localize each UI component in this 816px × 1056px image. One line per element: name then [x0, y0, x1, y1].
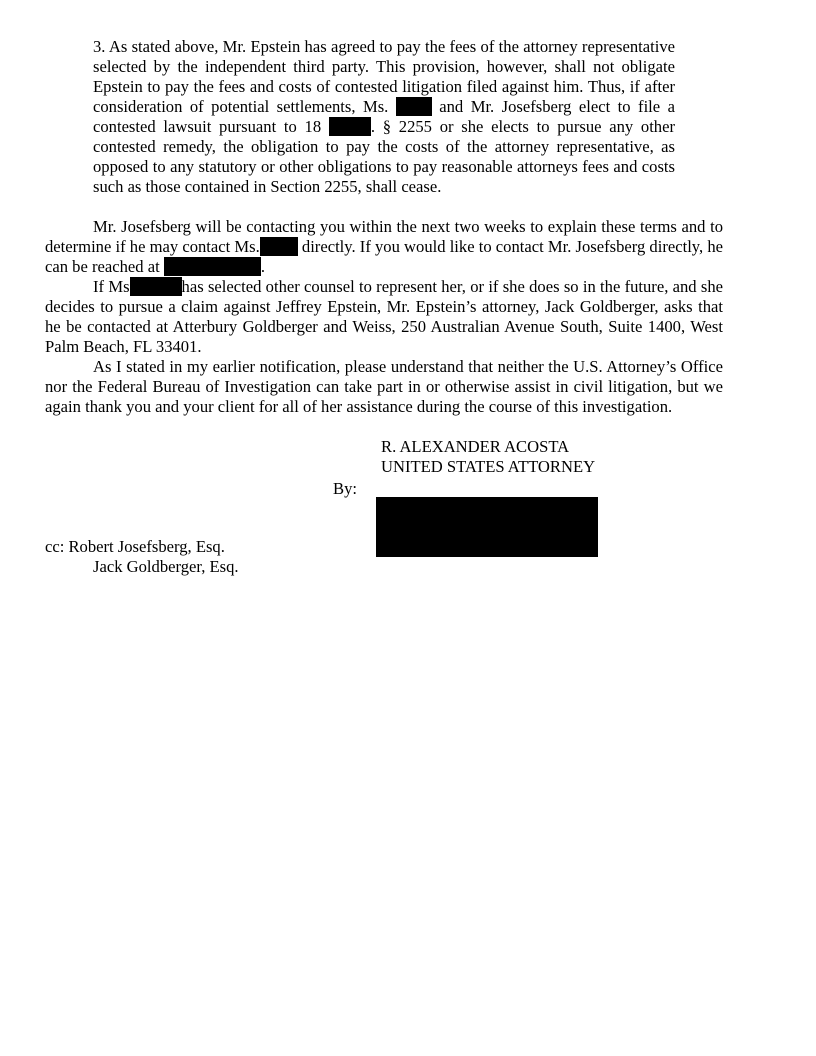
paragraph-3-text-a: 3. As stated above, Mr. Epstein has agreed to pay the fees of the attorney representative selected by the independent third party. This provision, however, shall not obligate Epstein to pay the fees and costs of contested litigation filed against him. Thus, if after consideration of potential settlements, Ms.	[93, 37, 675, 116]
signature-title: UNITED STATES ATTORNEY	[381, 457, 596, 476]
redaction-block	[260, 237, 298, 256]
signature-name: R. ALEXANDER ACOSTA	[381, 437, 570, 456]
paragraph-counsel-text-b: has selected other counsel to represent her, or if she does so in the future, and she decides to pursue a claim against Jeffrey Epstein, Mr. Epstein’s attorney, Jack Goldberger, asks that he be contacted at Atterbury Goldberger and Weiss, 250 Australian Avenue South, Suite 1400, West Palm Beach, FL 33401.	[45, 277, 723, 356]
paragraph-contact-text-c: .	[260, 257, 265, 276]
paragraph-3-text-b: and Mr. Josefsberg elect to file a contested lawsuit pursuant to 18	[93, 97, 675, 136]
redaction-block	[164, 257, 261, 276]
redaction-block	[130, 277, 182, 296]
redaction-block	[396, 97, 432, 116]
paragraph-contact-text-b: directly. If you would like to contact Mr. Josefsberg directly, he can be reached at	[45, 237, 723, 276]
paragraph-contact	[45, 217, 723, 277]
paragraph-closing: As I stated in my earlier notification, please understand that neither the U.S. Attorney’s Office nor the Federal Bureau of Investigation can take part in or otherwise assist in civil litigation, but we again thank you and your client for all of her assistance during the course of this investigation.	[45, 357, 723, 416]
signature-by-label: By:	[333, 479, 357, 498]
cc-line-2: Jack Goldberger, Esq.	[93, 557, 239, 576]
paragraph-3	[93, 37, 675, 197]
cc-line-1: cc: Robert Josefsberg, Esq.	[45, 537, 225, 556]
paragraph-contact-text-a: Mr. Josefsberg will be contacting you within the next two weeks to explain these terms and to determine if he may contact Ms.	[45, 217, 723, 256]
paragraph-3-text-c: . § 2255 or she elects to pursue any other contested remedy, the obligation to pay the costs of the attorney representative, as opposed to any statutory or other obligations to pay reasonable attorneys fees and costs such as those contained in Section 2255, shall cease.	[93, 117, 675, 196]
paragraph-counsel	[45, 277, 723, 357]
signature-redaction	[376, 497, 598, 557]
paragraph-counsel-text-a: If Ms	[93, 277, 130, 296]
redaction-block	[329, 117, 371, 136]
